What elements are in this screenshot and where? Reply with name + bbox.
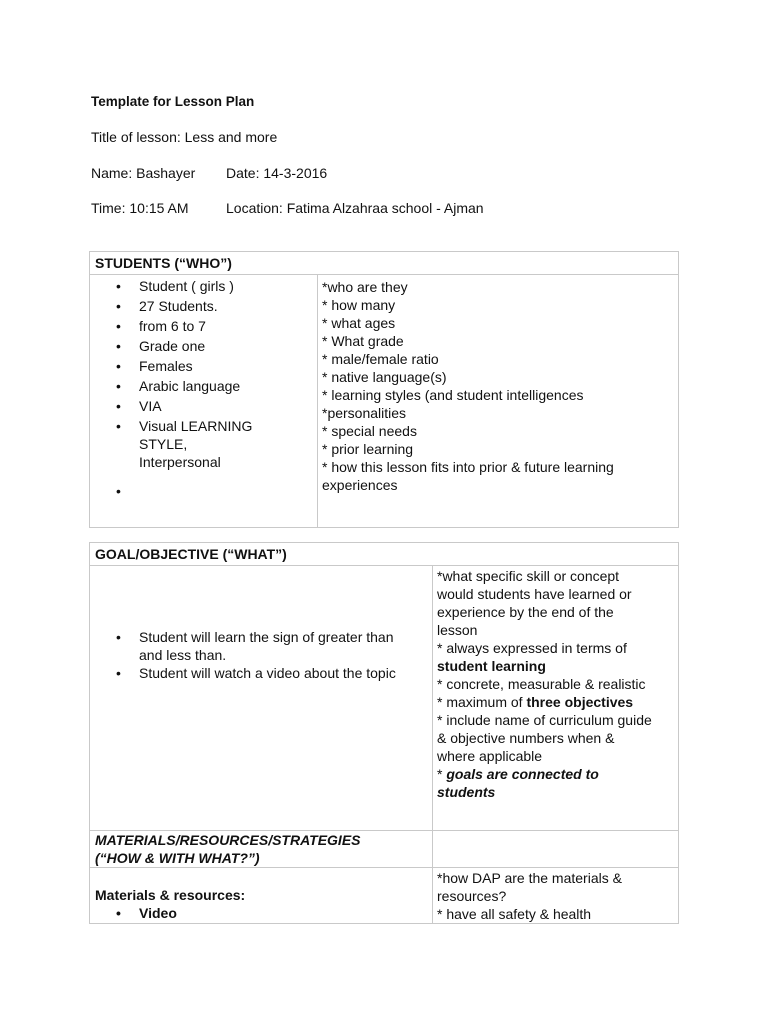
- note-line: * male/female ratio: [322, 351, 439, 367]
- list-item-empty: [90, 482, 317, 500]
- list-item: • Females: [90, 357, 317, 377]
- note-line: *who are they: [322, 279, 408, 295]
- note-line: experiences: [322, 477, 398, 493]
- goal-heading: GOAL/OBJECTIVE (“WHAT”): [90, 543, 679, 566]
- students-table: [89, 251, 679, 528]
- list-item: • Student ( girls ): [90, 277, 317, 297]
- note-line: * prior learning: [322, 441, 414, 457]
- note-text: *: [437, 766, 447, 782]
- list-item: • Video: [90, 904, 432, 922]
- goal-list: [90, 628, 432, 682]
- note-line: *what specific skill or concept: [437, 568, 620, 584]
- note-line: lesson: [437, 622, 478, 638]
- document-title: Template for Lesson Plan: [91, 94, 255, 109]
- note-line: * special needs: [322, 423, 417, 439]
- students-list-cell: [90, 275, 318, 528]
- note-line: resources?: [437, 888, 507, 904]
- materials-cell: [90, 868, 433, 924]
- style-line: STYLE,: [139, 436, 188, 452]
- materials-heading-line: MATERIALS/RESOURCES/STRATEGIES: [95, 832, 361, 848]
- list-item: • Student will watch a video about the topic: [90, 664, 432, 682]
- list-item: • 27 Students.: [90, 297, 317, 317]
- materials-heading: [90, 831, 433, 868]
- goal-line: • Student will learn the sign of greater than: [139, 629, 394, 645]
- materials-heading-line: (“HOW & WITH WHAT?”): [95, 850, 260, 866]
- note-line: would students have learned or: [437, 586, 632, 602]
- goal-notes: [433, 566, 679, 831]
- list-item: • VIA: [90, 397, 317, 417]
- note-line: * what ages: [322, 315, 396, 331]
- note-line: *personalities: [322, 405, 407, 421]
- note-line: [437, 693, 674, 711]
- note-line: * concrete, measurable & realistic: [437, 676, 646, 692]
- list-item: [90, 417, 317, 471]
- students-notes: [318, 275, 679, 528]
- note-emphasis: three objectives: [526, 694, 634, 710]
- teacher-name: Name: Bashayer: [91, 165, 196, 181]
- note-line: students: [437, 784, 496, 800]
- note-line: * native language(s): [322, 369, 447, 385]
- materials-notes: [433, 868, 679, 924]
- note-emphasis: goals are connected to: [446, 766, 599, 782]
- note-line: * always expressed in terms of: [437, 640, 627, 656]
- lesson-date: Date: 14-3-2016: [226, 165, 328, 181]
- note-line: where applicable: [437, 748, 543, 764]
- lesson-time: Time: 10:15 AM: [91, 200, 189, 216]
- materials-heading-empty: [433, 831, 679, 868]
- students-heading: STUDENTS (“WHO”): [90, 252, 679, 275]
- list-item: • Grade one: [90, 337, 317, 357]
- note-line: * how many: [322, 297, 396, 313]
- note-text: * maximum of: [437, 694, 527, 710]
- note-line: * have all safety & health: [437, 906, 592, 922]
- goal-table: [89, 542, 679, 924]
- note-line: * What grade: [322, 333, 404, 349]
- list-item: [90, 628, 432, 664]
- note-line: * learning styles (and student intelligences: [322, 387, 584, 403]
- list-item: • Arabic language: [90, 377, 317, 397]
- goal-list-cell: [90, 566, 433, 831]
- note-line: student learning: [437, 658, 546, 674]
- lesson-title: Title of lesson: Less and more: [91, 129, 278, 145]
- list-item: • from 6 to 7: [90, 317, 317, 337]
- lesson-location: Location: Fatima Alzahraa school - Ajman: [226, 200, 484, 216]
- note-line: & objective numbers when &: [437, 730, 615, 746]
- note-line: * how this lesson fits into prior & future learning: [322, 459, 614, 475]
- goal-line: and less than.: [139, 647, 227, 663]
- note-line: *how DAP are the materials &: [437, 870, 622, 886]
- materials-list: [90, 904, 432, 922]
- note-line: experience by the end of the: [437, 604, 614, 620]
- materials-subheading: Materials & resources:: [95, 887, 246, 903]
- style-line: Interpersonal: [139, 454, 221, 470]
- students-list: [90, 277, 317, 500]
- style-line: • Visual LEARNING: [139, 418, 253, 434]
- note-line: [437, 765, 674, 783]
- note-line: * include name of curriculum guide: [437, 712, 652, 728]
